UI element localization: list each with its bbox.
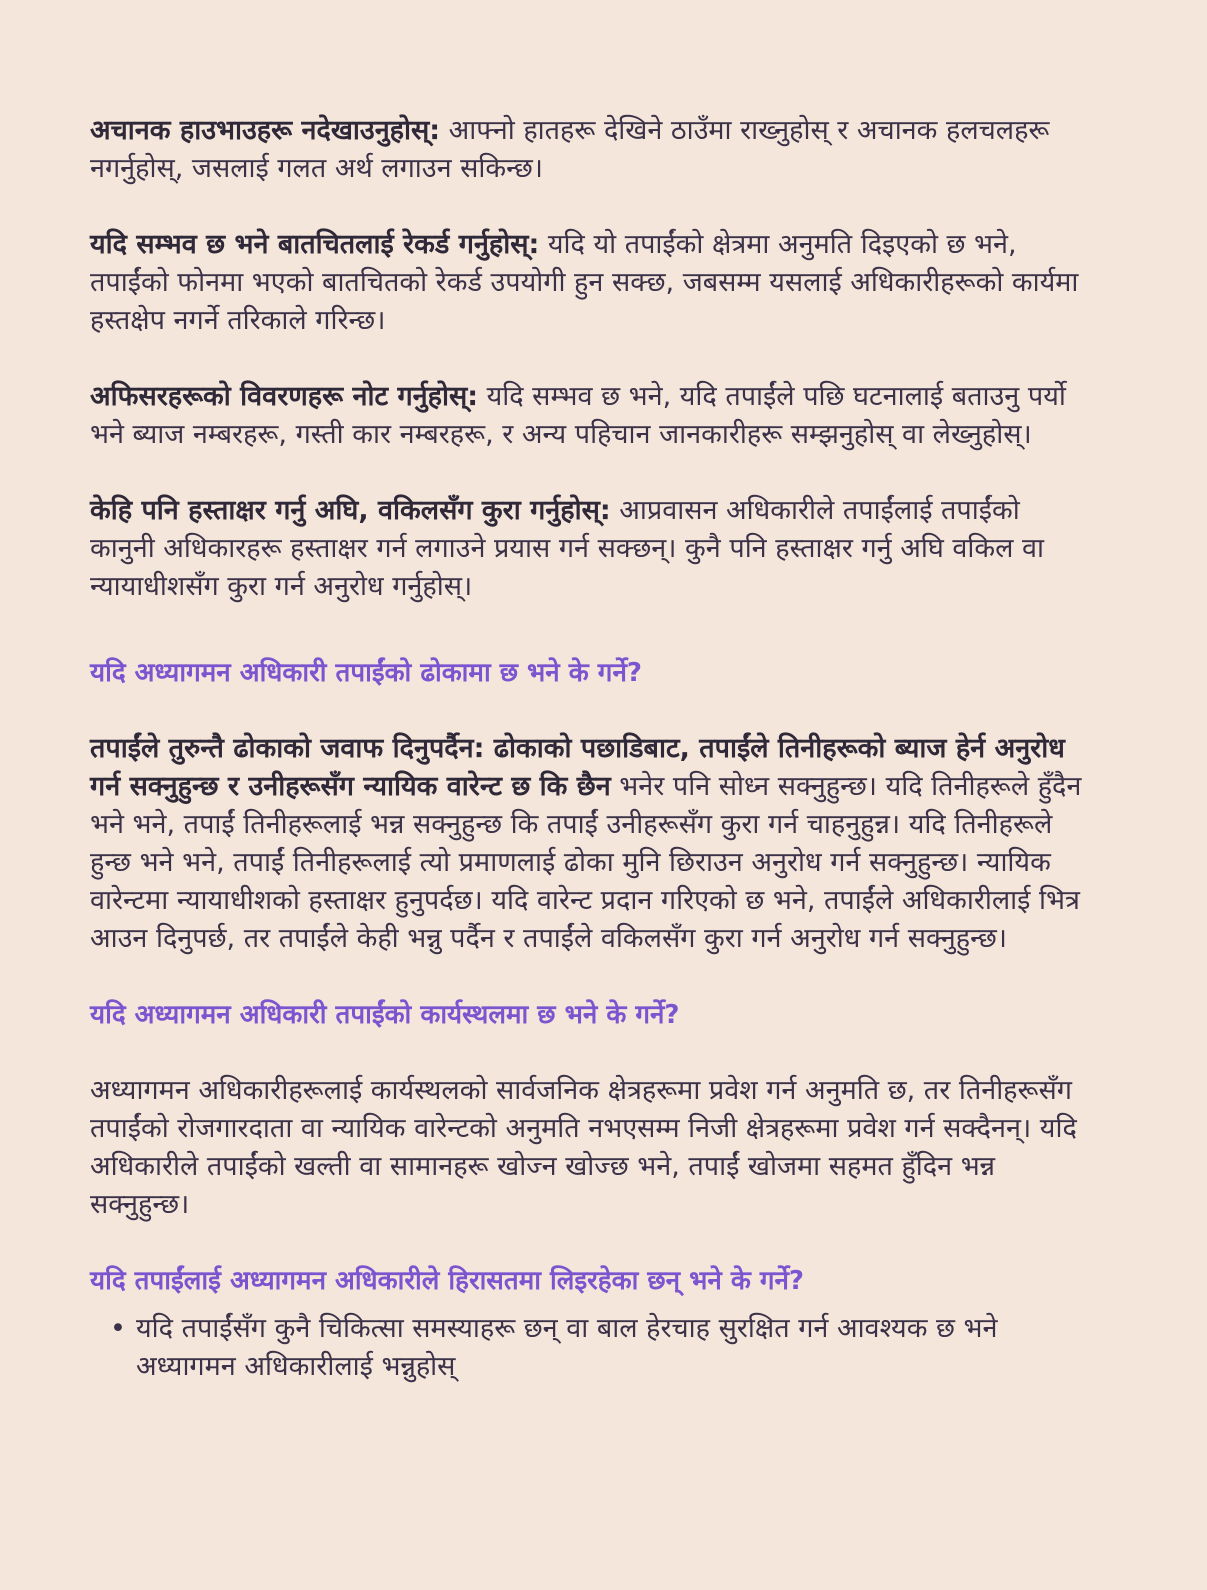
paragraph-lawyer bbox=[90, 492, 1087, 606]
paragraph-text: यदि सम्भव छ भने, यदि तपाईंले पछि घटनालाई बताउनु पर्यो भने ब्याज नम्बरहरू, गस्ती कार नम्बरहरू, र अन्य पहिचान जानकारीहरू सम्झनुहोस् वा लेख्नुहोस्। bbox=[90, 381, 1066, 450]
list-item bbox=[110, 1310, 1087, 1386]
paragraph-record bbox=[90, 226, 1087, 340]
heading-detention: यदि तपाईंलाई अध्यागमन अधिकारीले हिरासतमा लिइरहेका छन् भने के गर्ने? bbox=[90, 1266, 804, 1296]
paragraph-lead: अफिसरहरूको विवरणहरू नोट गर्नुहोस्: bbox=[90, 381, 479, 412]
heading-door: यदि अध्यागमन अधिकारी तपाईंको ढोकामा छ भने के गर्ने? bbox=[90, 658, 642, 688]
paragraph-lead: अचानक हाउभाउहरू नदेखाउनुहोस्: bbox=[90, 115, 441, 146]
paragraph-text: आफ्नो हातहरू देखिने ठाउँमा राख्नुहोस् र अचानक हलचलहरू नगर्नुहोस्, जसलाई गलत अर्थ लगाउन सकिन्छ। bbox=[90, 115, 1050, 184]
paragraph-text: यदि यो तपाईंको क्षेत्रमा अनुमति दिइएको छ भने, तपाईंको फोनमा भएको बातचितको रेकर्ड उपयोगी हुन सक्छ, जबसम्म यसलाई अधिकारीहरूको कार्यमा हस्तक्षेप नगर्ने तरिकाले गरिन्छ। bbox=[90, 229, 1079, 336]
list-item-text: यदि तपाईंसँग कुनै चिकित्सा समस्याहरू छन् वा बाल हेरचाह सुरक्षित गर्न आवश्यक छ भने अध्यागमन अधिकारीलाई भन्नुहोस् bbox=[136, 1313, 998, 1382]
detention-list bbox=[90, 1310, 1087, 1386]
paragraph-gestures bbox=[90, 112, 1087, 188]
paragraph-text: आप्रवासन अधिकारीले तपाईंलाई तपाईंको कानुनी अधिकारहरू हस्ताक्षर गर्न लगाउने प्रयास गर्न सक्छन्। कुनै पनि हस्ताक्षर गर्नु अघि वकिल वा न्यायाधीशसँग कुरा गर्न अनुरोध गर्नुहोस्। bbox=[90, 495, 1045, 602]
paragraph-text: भनेर पनि सोध्न सक्नुहुन्छ। यदि तिनीहरूले हुँदैन भने भने, तपाईं तिनीहरूलाई भन्न सक्नुहुन्छ कि तपाईं उनीहरूसँग कुरा गर्न चाहनुहुन्न। यदि तिनीहरूले हुन्छ भने भने, तपाईं तिनीहरूलाई त्यो प्रमाणलाई ढोका मुनि छिराउन अनुरोध गर्न सक्नुहुन्छ। न्यायिक वारेन्टमा न्यायाधीशको हस्ताक्षर हुनुपर्दछ। यदि वारेन्ट प्रदान गरिएको छ भने, तपाईंले अधिकारीलाई भित्र आउन दिनुपर्छ, तर तपाईंले केही भन्नु पर्दैन र तपाईंले वकिलसँग कुरा गर्न अनुरोध गर्न सक्नुहुन्छ। bbox=[90, 771, 1082, 954]
paragraph-officer-details bbox=[90, 378, 1087, 454]
heading-workplace: यदि अध्यागमन अधिकारी तपाईंको कार्यस्थलमा छ भने के गर्ने? bbox=[90, 1000, 680, 1030]
paragraph-door bbox=[90, 730, 1087, 958]
paragraph-workplace: अध्यागमन अधिकारीहरूलाई कार्यस्थलको सार्वजनिक क्षेत्रहरूमा प्रवेश गर्न अनुमति छ, तर तिनीहरूसँग तपाईंको रोजगारदाता वा न्यायिक वारेन्टको अनुमति नभएसम्म निजी क्षेत्रहरूमा प्रवेश गर्न सक्दैनन्। यदि अधिकारीले तपाईंको खल्ती वा सामानहरू खोज्न खोज्छ भने, तपाईं खोजमा सहमत हुँदिन भन्न सक्नुहुन्छ। bbox=[90, 1075, 1077, 1220]
bullet-icon: • bbox=[110, 1313, 126, 1344]
paragraph-lead: यदि सम्भव छ भने बातचितलाई रेकर्ड गर्नुहोस्: bbox=[90, 229, 540, 260]
paragraph-lead: तपाईंले तुरुन्तै ढोकाको जवाफ दिनुपर्दैन: ढोकाको पछाडिबाट, तपाईंले तिनीहरूको ब्याज हेर्न अनुरोध गर्न सक्नुहुन्छ र उनीहरूसँग न्यायिक वारेन्ट छ कि छैन bbox=[90, 733, 1065, 802]
paragraph-lead: केहि पनि हस्ताक्षर गर्नु अघि, वकिलसँग कुरा गर्नुहोस्: bbox=[90, 495, 611, 526]
